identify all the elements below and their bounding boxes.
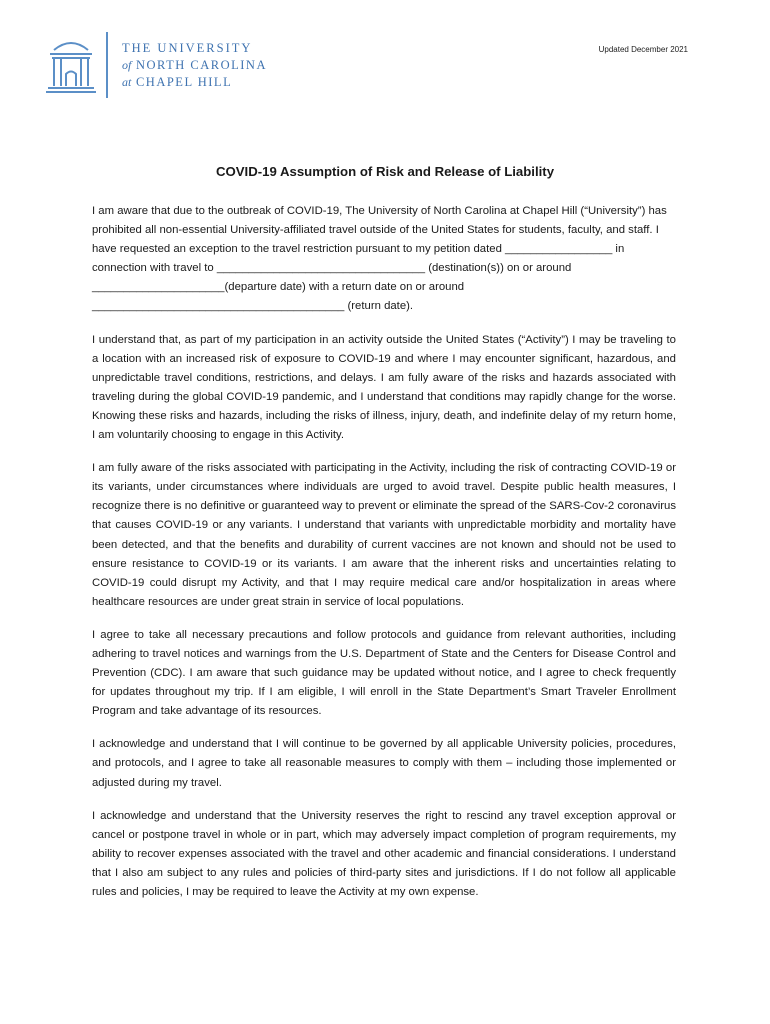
paragraph-precautions: I agree to take all necessary precautions and follow protocols and guidance from relevant authorities, including adhering to travel notices and warnings from the U.S. Department of State and the Centers for Disease Control and Prevention (CDC). I am aware that such guidance may be updated without notice, and I agree to check frequently for updates throughout my trip. If I am eligible, I will enroll in the State Department’s Smart Traveler Enrollment Program and take advantage of its resources.	[92, 628, 676, 718]
paragraph-travel-petition: I am aware that due to the outbreak of COVID-19, The University of North Carolina at Chapel Hill (“University”) has prohibited all non-essential University-affiliated travel outside of the United States for students, faculty, and staff. I have requested an exception to the travel restriction pursuant to my petition dated _________________ in connection with travel to _________________________________ (destination(s)) on or around _____________________(departure date) with a return date on or around ________________________________________ (return date).	[92, 205, 667, 313]
wordmark-line-1: THE UNIVERSITY	[122, 41, 253, 55]
paragraph-travel-rescind: I acknowledge and understand that the University reserves the right to rescind any travel exception approval or cancel or postpone travel in whole or in part, which may adversely impact completion of program requirements, my ability to recover expenses associated with the travel and other academic and financial considerations. I understand that I also am subject to any rules and policies of third-party sites and jurisdictions. If I do not follow all applicable rules and policies, I may be required to leave the Activity at my own expense.	[92, 809, 676, 898]
document-body	[92, 202, 676, 902]
wordmark-line-2: of NORTH CAROLINA	[122, 58, 267, 72]
paragraph-activity-risks: I understand that, as part of my participation in an activity outside the United States (“Activity”) I may be traveling to a location with an increased risk of exposure to COVID-19 and where I may encounter significant, hazardous, and unpredictable travel conditions, restrictions, and delays. I am fully aware of the risks and hazards associated with traveling during the global COVID-19 pandemic, and I understand that conditions may rapidly change for the worse. Knowing these risks and hazards, including the risks of illness, injury, death, and indefinite delay of my return home, I am voluntarily choosing to engage in this Activity.	[92, 333, 676, 442]
page-title: COVID-19 Assumption of Risk and Release of Liability	[215, 164, 555, 179]
old-well-logo-icon	[44, 36, 98, 94]
wordmark-line-3: at CHAPEL HILL	[122, 75, 233, 89]
updated-date: Updated December 2021	[598, 45, 688, 54]
logo-divider	[106, 32, 108, 98]
paragraph-university-policies: I acknowledge and understand that I will continue to be governed by all applicable University policies, procedures, and protocols, and I agree to take all reasonable measures to comply with them – including those implemented or adjusted during my travel.	[92, 738, 676, 789]
letterhead	[44, 30, 734, 104]
university-wordmark	[122, 40, 267, 91]
paragraph-covid-risks: I am fully aware of the risks associated with participating in the Activity, including the risk of contracting COVID-19 or its variants, under circumstances where individuals are urged to avoid travel. Despite public health measures, I recognize there is no definitive or guaranteed way to prevent or eliminate the spread of the SARS-Cov-2 coronavirus that causes COVID-19 or any variants. I understand that variants with unpredictable morbidity and mortality have been detected, and that the benefits and durability of current vaccines are not known and should not be used to ensure resistance to COVID-19 or its variants. I am aware that the inherent risks and uncertainties relating to COVID-19 could disrupt my Activity, and that I may require medical care and/or hospitalization in areas where healthcare resources are under great strain in service of local populations.	[92, 462, 676, 608]
